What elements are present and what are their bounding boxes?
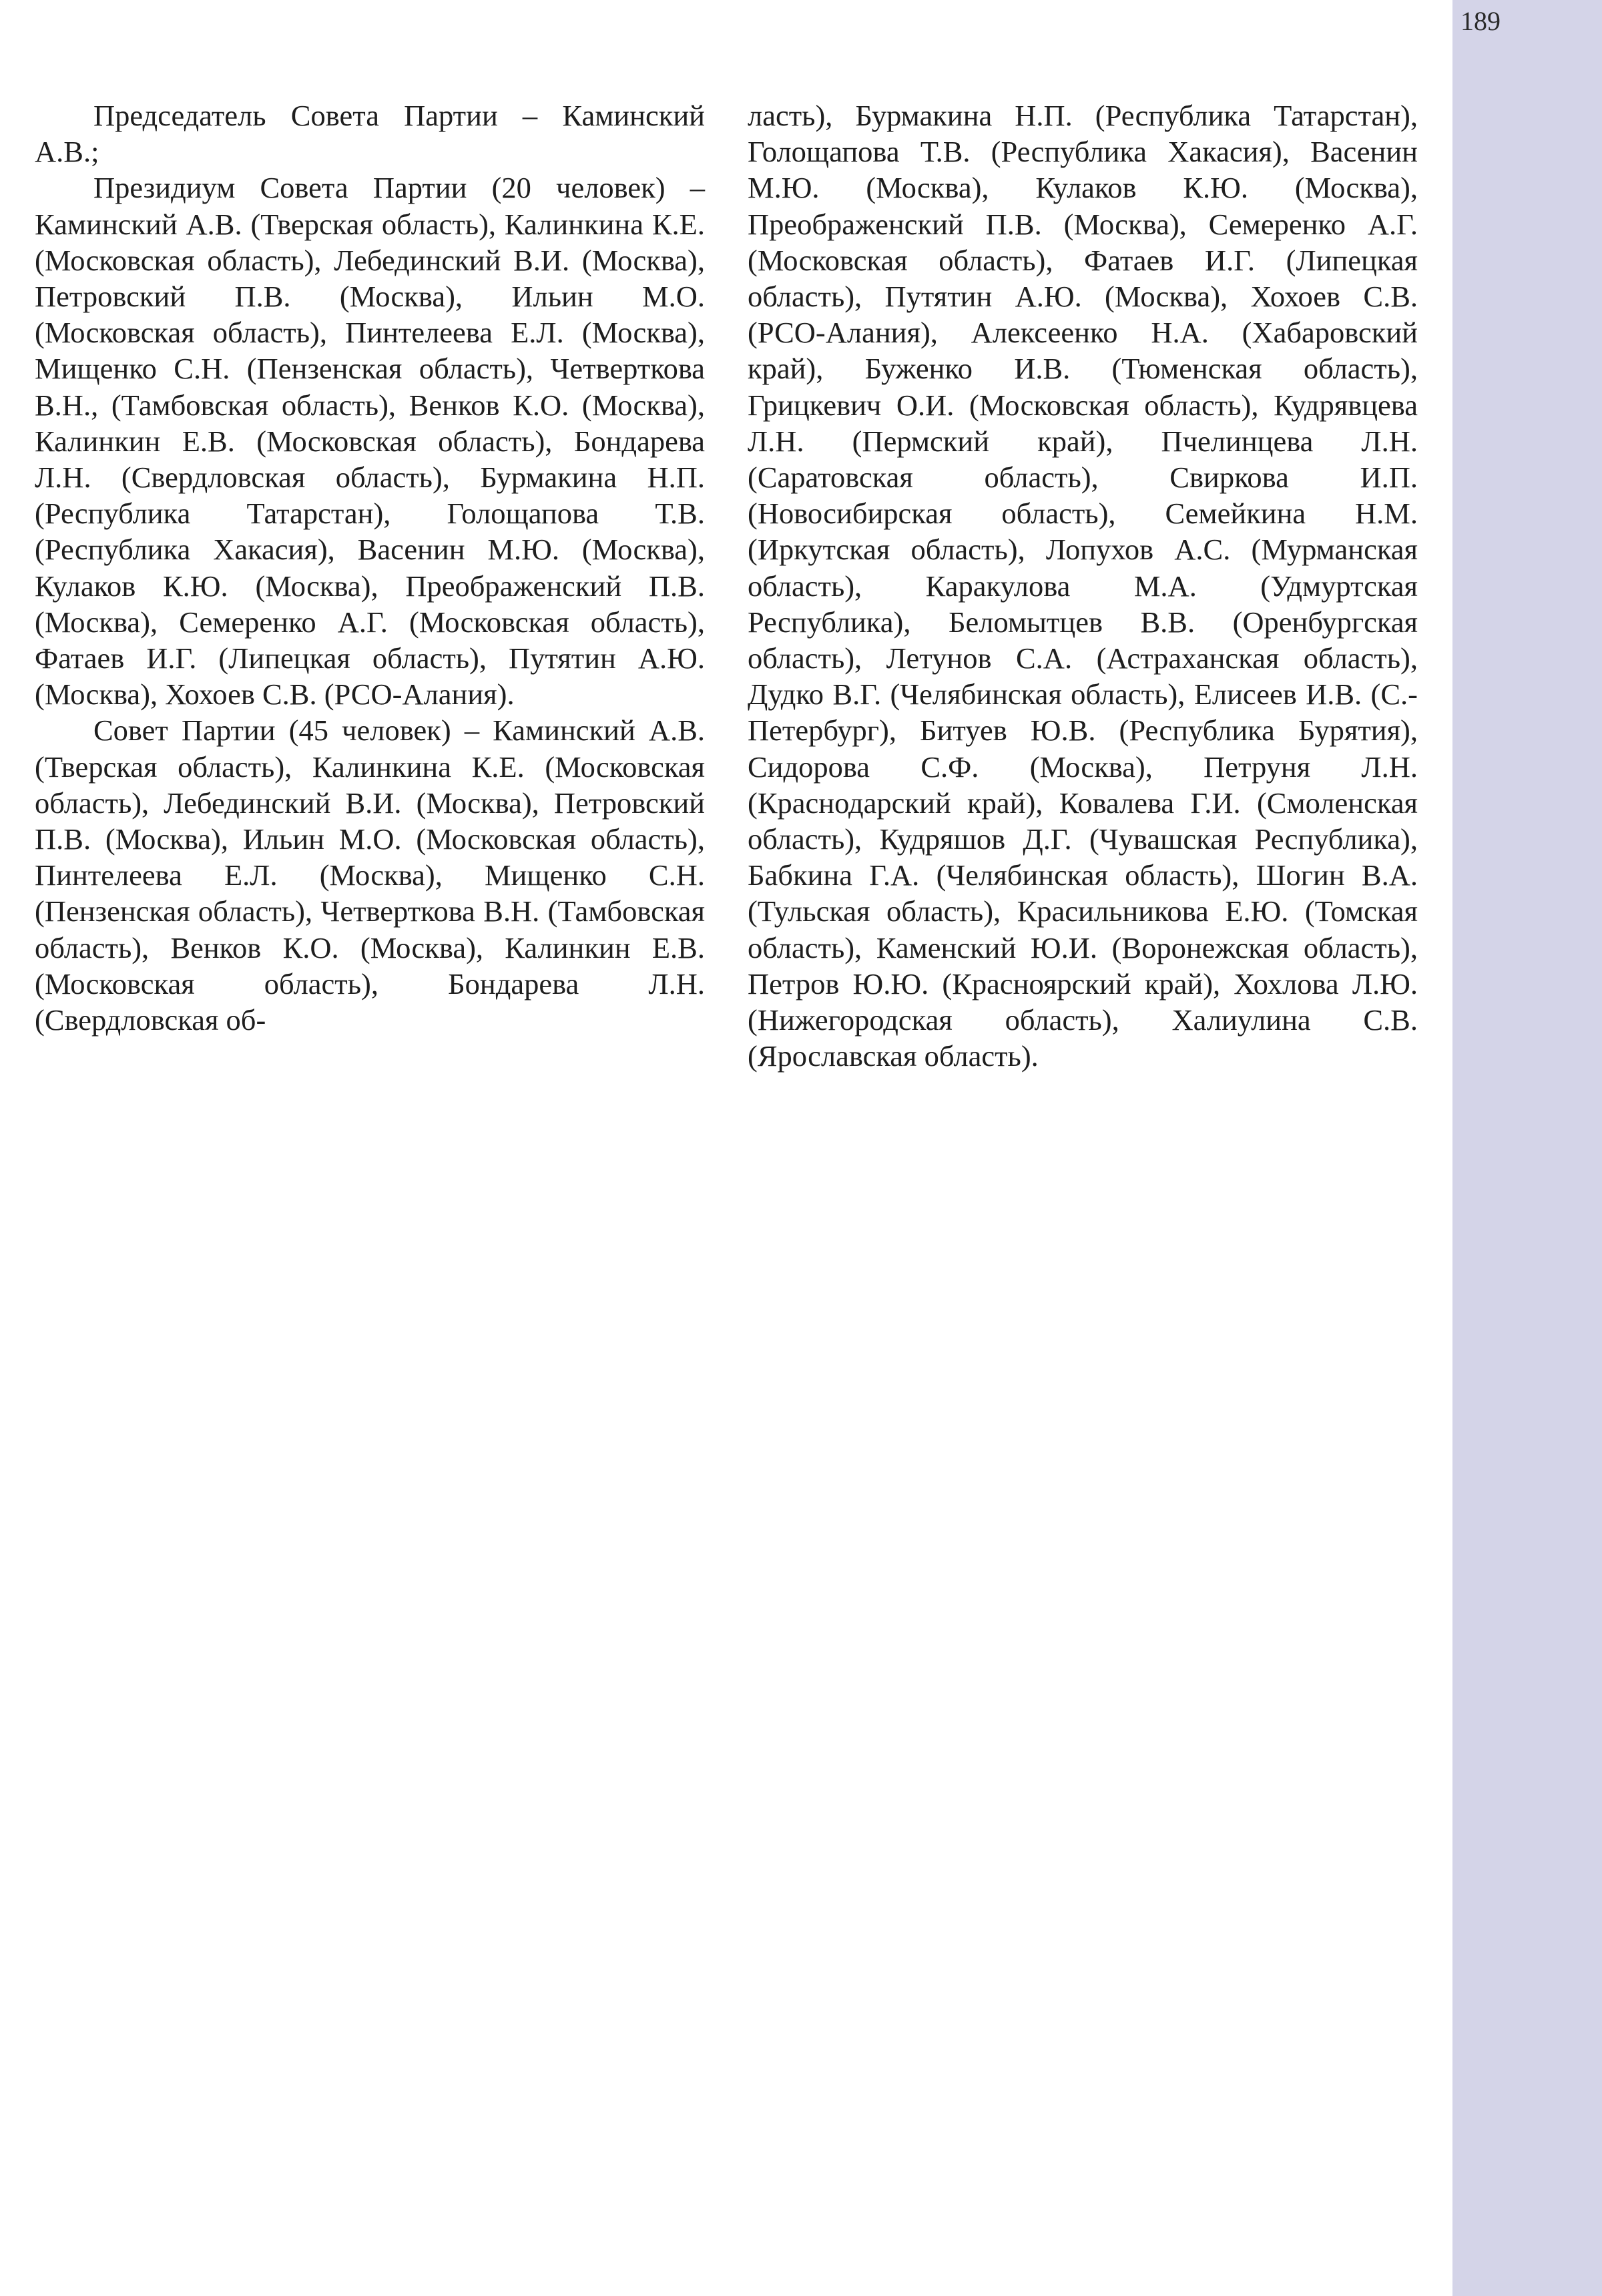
party-council-paragraph: Совет Партии (45 человек) – Каминский А.В. (Тверская область), Калинкина К.Е. (Московская область), Лебединский В.И. (Москва), Петровский П.В. (Москва), Ильин М.О. (Московская область), Пинтелеева Е.Л. (Москва), Мищенко С.Н. (Пензенская область), Четверткова В.Н. (Тамбовская область), Венков К.О. (Москва), Калинкин Е.В. (Московская область), Бондарева Л.Н. (Свердловская об- bbox=[35, 713, 705, 1037]
page-number: 189 bbox=[1460, 6, 1501, 36]
party-council-continued-paragraph: ласть), Бурмакина Н.П. (Республика Татарстан), Голощапова Т.В. (Республика Хакасия), Васенин М.Ю. (Москва), Кулаков К.Ю. (Москва), Преображенский П.В. (Москва), Семеренко А.Г. (Московская область), Фатаев И.Г. (Липецкая область), Путятин А.Ю. (Москва), Хохоев С.В. (РСО-Алания), Алексеенко Н.А. (Хабаровский край), Буженко И.В. (Тюменская область), Грицкевич О.И. (Московская область), Кудрявцева Л.Н. (Пермский край), Пчелинцева Л.Н. (Саратовская область), Свиркова И.П. (Новосибирская область), Семейкина Н.М. (Иркутская область), Лопухов А.С. (Мурманская область), Каракулова М.А. (Удмуртская Республика), Беломытцев В.В. (Оренбургская область), Летунов С.А. (Астраханская область), Дудко В.Г. (Челябинская область), Елисеев И.В. (С.-Петербург), Битуев Ю.В. (Республика Бурятия), Сидорова С.Ф. (Москва), Петруня Л.Н. (Краснодарский край), Ковалева Г.И. (Смоленская область), Кудряшов Д.Г. (Чувашская Республика), Бабкина Г.А. (Челябинская область), Шогин В.А. (Тульская область), Красильникова Е.Ю. (Томская область), Каменский Ю.И. (Воронежская область), Петров Ю.Ю. (Красноярский край), Хохлова Л.Ю. (Нижегородская область), Халиулина С.В. (Ярославская область). bbox=[748, 99, 1418, 1073]
right-text-column bbox=[748, 97, 1418, 1074]
page-side-band bbox=[1452, 0, 1602, 2296]
presidium-paragraph: Президиум Совета Партии (20 человек) – Каминский А.В. (Тверская область), Калинкина К.Е. (Московская область), Лебединский В.И. (Москва), Петровский П.В. (Москва), Ильин М.О. (Московская область), Пинтелеева Е.Л. (Москва), Мищенко С.Н. (Пензенская область), Четверткова В.Н., (Тамбовская область), Венков К.О. (Москва), Калинкин Е.В. (Московская область), Бондарева Л.Н. (Свердловская область), Бурмакина Н.П. (Республика Татарстан), Голощапова Т.В. (Республика Хакасия), Васенин М.Ю. (Москва), Кулаков К.Ю. (Москва), Преображенский П.В. (Москва), Семеренко А.Г. (Московская область), Фатаев И.Г. (Липецкая область), Путятин А.Ю. (Москва), Хохоев С.В. (РСО-Алания). bbox=[35, 171, 705, 711]
party-chairman-paragraph: Председатель Совета Партии – Каминский А.В.; bbox=[35, 99, 705, 169]
left-text-column bbox=[35, 97, 705, 1038]
